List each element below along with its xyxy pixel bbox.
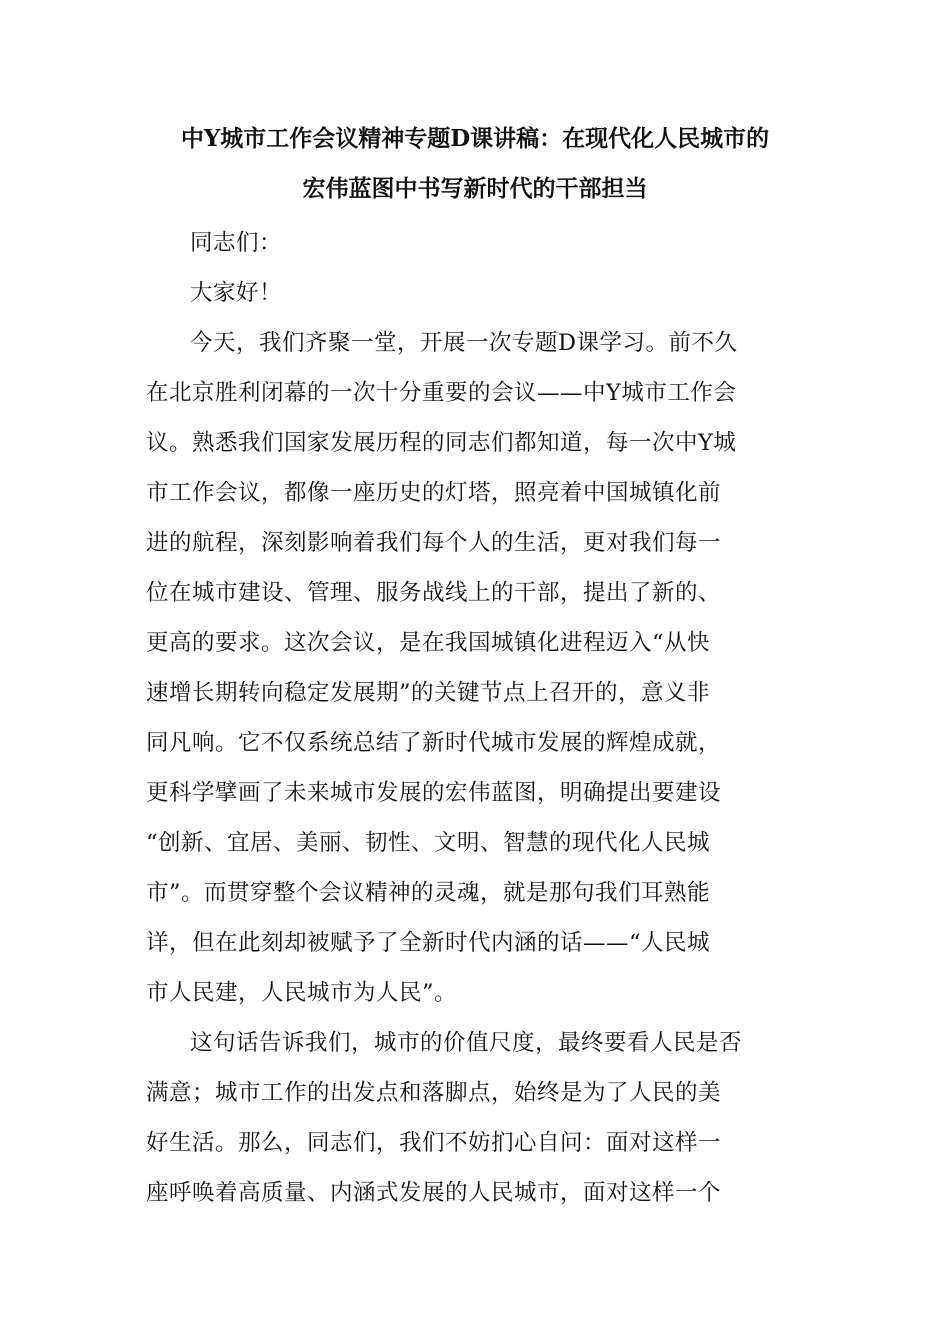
paragraph-2-line: 好生活。那么，同志们，我们不妨扪心自问：面对这样一 [146, 1130, 722, 1156]
paragraph-1-line: 位在城市建设、管理、服务战线上的干部，提出了新的、 [146, 580, 722, 606]
paragraph-2-line: 满意；城市工作的出发点和落脚点，始终是为了人民的美 [146, 1080, 722, 1106]
paragraph-1-line: 议。熟悉我们国家发展历程的同志们都知道，每一次中Y城 [146, 430, 737, 456]
document-title-line-2: 宏伟蓝图中书写新时代的干部担当 [302, 175, 648, 202]
paragraph-1-line: 进的航程，深刻影响着我们每个人的生活，更对我们每一 [146, 530, 722, 556]
paragraph-1-line: 更科学擘画了未来城市发展的宏伟蓝图，明确提出要建设 [146, 780, 722, 806]
paragraph-2-line: 这句话告诉我们，城市的价值尺度，最终要看人民是否 [190, 1030, 743, 1056]
paragraph-1-line: 在北京胜利闭幕的一次十分重要的会议——中Y城市工作会 [146, 380, 737, 406]
paragraph-1-line: 详，但在此刻却被赋予了全新时代内涵的话——“人民城 [146, 930, 711, 956]
paragraph-2-line: 座呼唤着高质量、内涵式发展的人民城市，面对这样一个 [146, 1180, 722, 1206]
paragraph-1-line: 市人民建，人民城市为人民”。 [146, 980, 458, 1006]
paragraph-1-line: 更高的要求。这次会议，是在我国城镇化进程迈入“从快 [146, 630, 711, 656]
greeting: 大家好！ [190, 280, 283, 306]
paragraph-1-line: 同凡响。它不仅系统总结了新时代城市发展的辉煌成就， [146, 730, 722, 756]
paragraph-1-line: 市工作会议，都像一座历史的灯塔，照亮着中国城镇化前 [146, 480, 722, 506]
paragraph-1-line: 今天，我们齐聚一堂，开展一次专题D课学习。前不久 [190, 330, 738, 356]
paragraph-1-line: 市”。而贯穿整个会议精神的灵魂，就是那句我们耳熟能 [146, 880, 711, 906]
paragraph-1-line: “创新、宜居、美丽、韧性、文明、智慧的现代化人民城 [146, 830, 711, 856]
salutation: 同志们： [190, 230, 283, 256]
paragraph-1-line: 速增长期转向稳定发展期”的关键节点上召开的，意义非 [146, 680, 711, 706]
document-title-line-1: 中Y城市工作会议精神专题D课讲稿：在现代化人民城市的 [180, 125, 770, 152]
